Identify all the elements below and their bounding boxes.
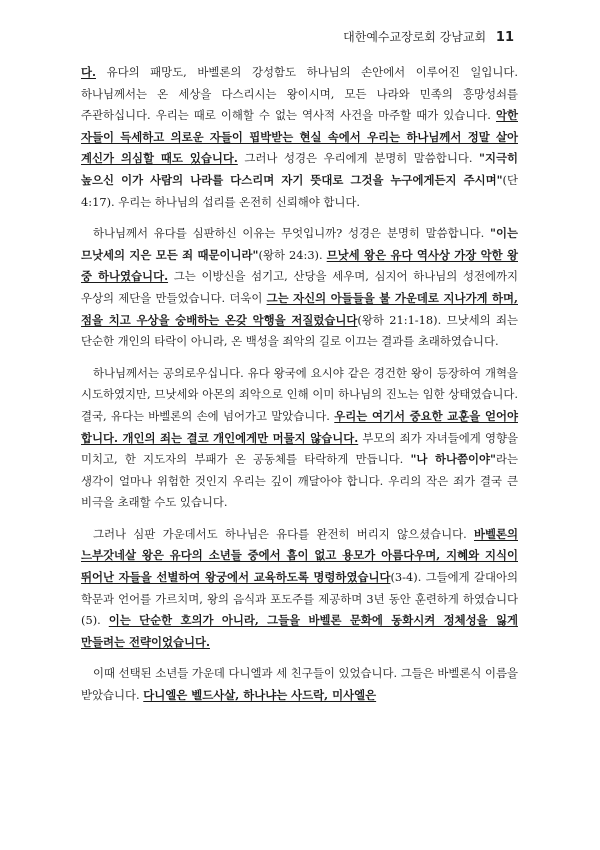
text-run: 이때 선택된 소년들 가운데 다니엘과 세 친구들이 있었습니다. 그들은 바벨론식 이름을 받았습니다. bbox=[81, 666, 518, 703]
text-run: (3-4). 그들에게 갈대아의 학문과 언어를 가르치며, 왕의 음식과 포도주를 제공하며 3년 동안 훈련하게 하였습니다(5). bbox=[81, 570, 519, 628]
emphasis-underlined: 다. bbox=[81, 65, 96, 79]
emphasis-underlined: 악한 자들이 득세하고 의로운 자들이 핍박받는 현실 속에서 우리는 하나님께서 정말 살아 계신가 의심할 때도 있습니다. bbox=[81, 108, 518, 166]
emphasis-underlined: 다니엘은 벨드사살, 하나냐는 사드락, 미사엘은 bbox=[143, 688, 377, 703]
scripture-quote: "지극히 높으신 이가 사람의 나라를 다스리며 자기 뜻대로 그것을 누구에게든지 주시며" bbox=[81, 151, 518, 187]
text-run: 라는 생각이 얼마나 위험한 것인지 우리는 깊이 깨달아야 합니다. 우리의 작은 죄가 결국 큰 비극을 초래할 수도 있습니다. bbox=[81, 452, 519, 510]
page-number: 11 bbox=[495, 30, 514, 45]
paragraph bbox=[81, 363, 518, 514]
scripture-quote: "나 하나쯤이야" bbox=[410, 452, 496, 467]
paragraph bbox=[81, 62, 518, 213]
paragraph bbox=[81, 524, 518, 654]
emphasis-underlined: 므낫세 왕은 유다 역사상 가장 악한 왕 중 하나였습니다. bbox=[81, 247, 518, 284]
church-name: 대한예수교장로회 강남교회 bbox=[343, 30, 487, 44]
page-header bbox=[343, 28, 514, 45]
emphasis-underlined: 바벨론의 느부갓네살 왕은 유다의 소년들 중에서 흠이 없고 용모가 아름다우며, 지혜와 지식이 뛰어난 자들을 선별하여 왕궁에서 교육하도록 명령하였습니다 bbox=[81, 526, 518, 585]
text-run: 하나님께서는 공의로우십니다. 유다 왕국에 요시야 같은 경건한 왕이 등장하여 개혁을 시도하였지만, 므낫세와 아몬의 죄악으로 인해 이미 하나님의 진노는 임한 상태였습니다. 결국, 유다는 바벨론의 손에 넘어가고 말았습니다. bbox=[81, 365, 518, 423]
text-run: (단 4:17). 우리는 하나님의 섭리를 온전히 신뢰해야 합니다. bbox=[81, 172, 518, 209]
emphasis-underlined: 이는 단순한 호의가 아니라, 그들을 바벨론 문화에 동화시켜 정체성을 잃게 만들려는 전략이었습니다. bbox=[81, 613, 518, 649]
document-body bbox=[81, 62, 518, 717]
text-run: 그러나 성경은 우리에게 분명히 말씀합니다. bbox=[237, 151, 480, 166]
text-run: 그러나 심판 가운데서도 하나님은 유다를 완전히 버리지 않으셨습니다. bbox=[93, 526, 474, 541]
scripture-quote: "이는 므낫세의 지은 모든 죄 때문이니라" bbox=[81, 226, 518, 262]
text-run: 부모의 죄가 자녀들에게 영향을 미치고, 한 지도자의 부패가 온 공동체를 타락하게 만듭니다. bbox=[81, 430, 518, 467]
text-run: (왕하 24:3). bbox=[258, 247, 327, 262]
text-run: 유다의 패망도, 바벨론의 강성함도 하나님의 손안에서 이루어진 일입니다. 하나님께서는 온 세상을 다스리시는 왕이시며, 모든 나라와 민족의 흥망성쇠를 주관하십니다. 우리는 때로 이해할 수 없는 역사적 사건을 마주할 때가 있습니다. bbox=[81, 65, 518, 123]
text-run: 그는 이방신을 섬기고, 산당을 세우며, 심지어 하나님의 성전에까지 우상의 제단을 만들었습니다. 더욱이 bbox=[81, 269, 518, 305]
paragraph bbox=[81, 663, 518, 706]
paragraph bbox=[81, 223, 518, 353]
text-run: (왕하 21:1-18). 므낫세의 죄는 단순한 개인의 타락이 아니라, 온 백성을 죄악의 길로 이끄는 결과를 초래하였습니다. bbox=[81, 312, 518, 349]
text-run: 하나님께서 유다를 심판하신 이유는 무엇입니까? 성경은 분명히 말씀합니다. bbox=[93, 226, 491, 241]
emphasis-underlined: 그는 자신의 아들들을 불 가운데로 지나가게 하며, 점을 치고 우상을 숭배하는 온갖 악행을 저질렀습니다 bbox=[81, 290, 518, 327]
emphasis-underlined: 우리는 여기서 중요한 교훈을 얻어야 합니다. 개인의 죄는 결코 개인에게만 머물지 않습니다. bbox=[81, 408, 518, 445]
